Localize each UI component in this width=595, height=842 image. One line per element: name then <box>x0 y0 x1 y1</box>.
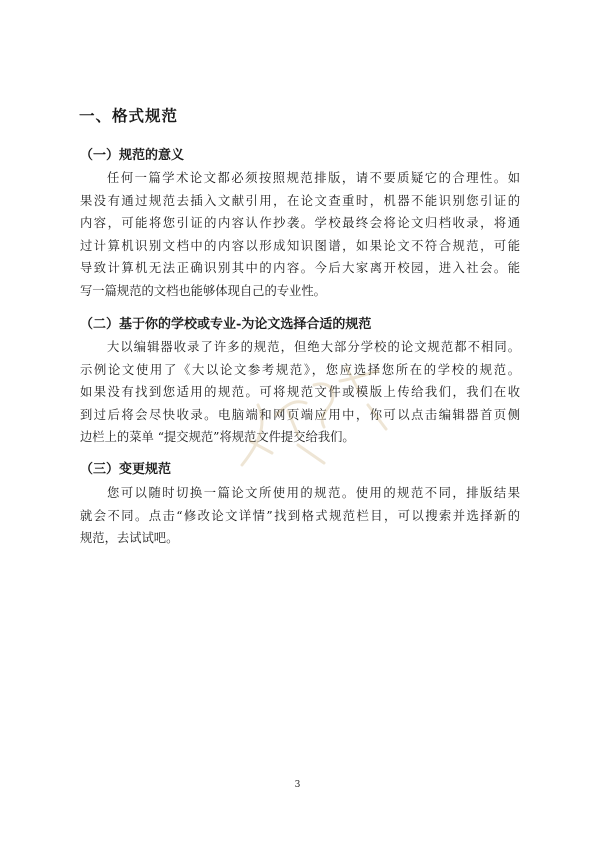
chapter-heading: 一、格式规范 <box>79 107 179 125</box>
text-line: 导致计算机无法正确识别其中的内容。今后大家离开校园，进入社会。能 <box>80 261 520 275</box>
section-title-meaning: （一）规范的意义 <box>80 148 185 163</box>
text-line: 内容，可能将您引证的内容认作抄袭。学校最终会将论文归档收录，将通 <box>80 216 520 230</box>
text-line: 示例论文使用了《大以论文参考规范》，您应选择您所在的学校的规范。 <box>80 362 520 377</box>
section-body-meaning <box>80 167 520 302</box>
text-line: 过计算机识别文档中的内容以形成知识图谱，如果论文不符合规范，可能 <box>80 238 520 253</box>
text-line: 边栏上的菜单 “提交规范”将规范文件提交给我们。 <box>80 430 355 444</box>
text-line: 就会不同。点击“修改论文详情”找到格式规范栏目，可以搜索并选择新的 <box>80 508 520 523</box>
text-line: 写一篇规范的文档也能够体现自己的专业性。 <box>80 283 326 298</box>
text-line: 果没有通过规范去插入文献引用，在论文查重时，机器不能识别您引证的 <box>80 193 520 208</box>
section-title-choose-spec: （二）基于你的学校或专业-为论文选择合适的规范 <box>80 317 372 332</box>
section-title-change-spec: （三）变更规范 <box>80 462 172 477</box>
text-line: 大以编辑器收录了许多的规范，但绝大部分学校的论文规范都不相同。 <box>107 340 520 354</box>
text-line: 任何一篇学术论文都必须按照规范排版，请不要质疑它的合理性。如 <box>107 171 520 185</box>
text-line: 规范，去试试吧。 <box>80 531 179 545</box>
watermark-icon <box>228 345 398 495</box>
page-number: 3 <box>294 780 301 790</box>
text-line: 如果没有找到您适用的规范。可将规范文件或模版上传给我们，我们在收 <box>80 385 520 399</box>
text-line: 到过后将会尽快收录。电脑端和网页端应用中，你可以点击编辑器首页侧 <box>80 407 520 422</box>
text-line: 您可以随时切换一篇论文所使用的规范。使用的规范不同，排版结果 <box>107 486 520 500</box>
